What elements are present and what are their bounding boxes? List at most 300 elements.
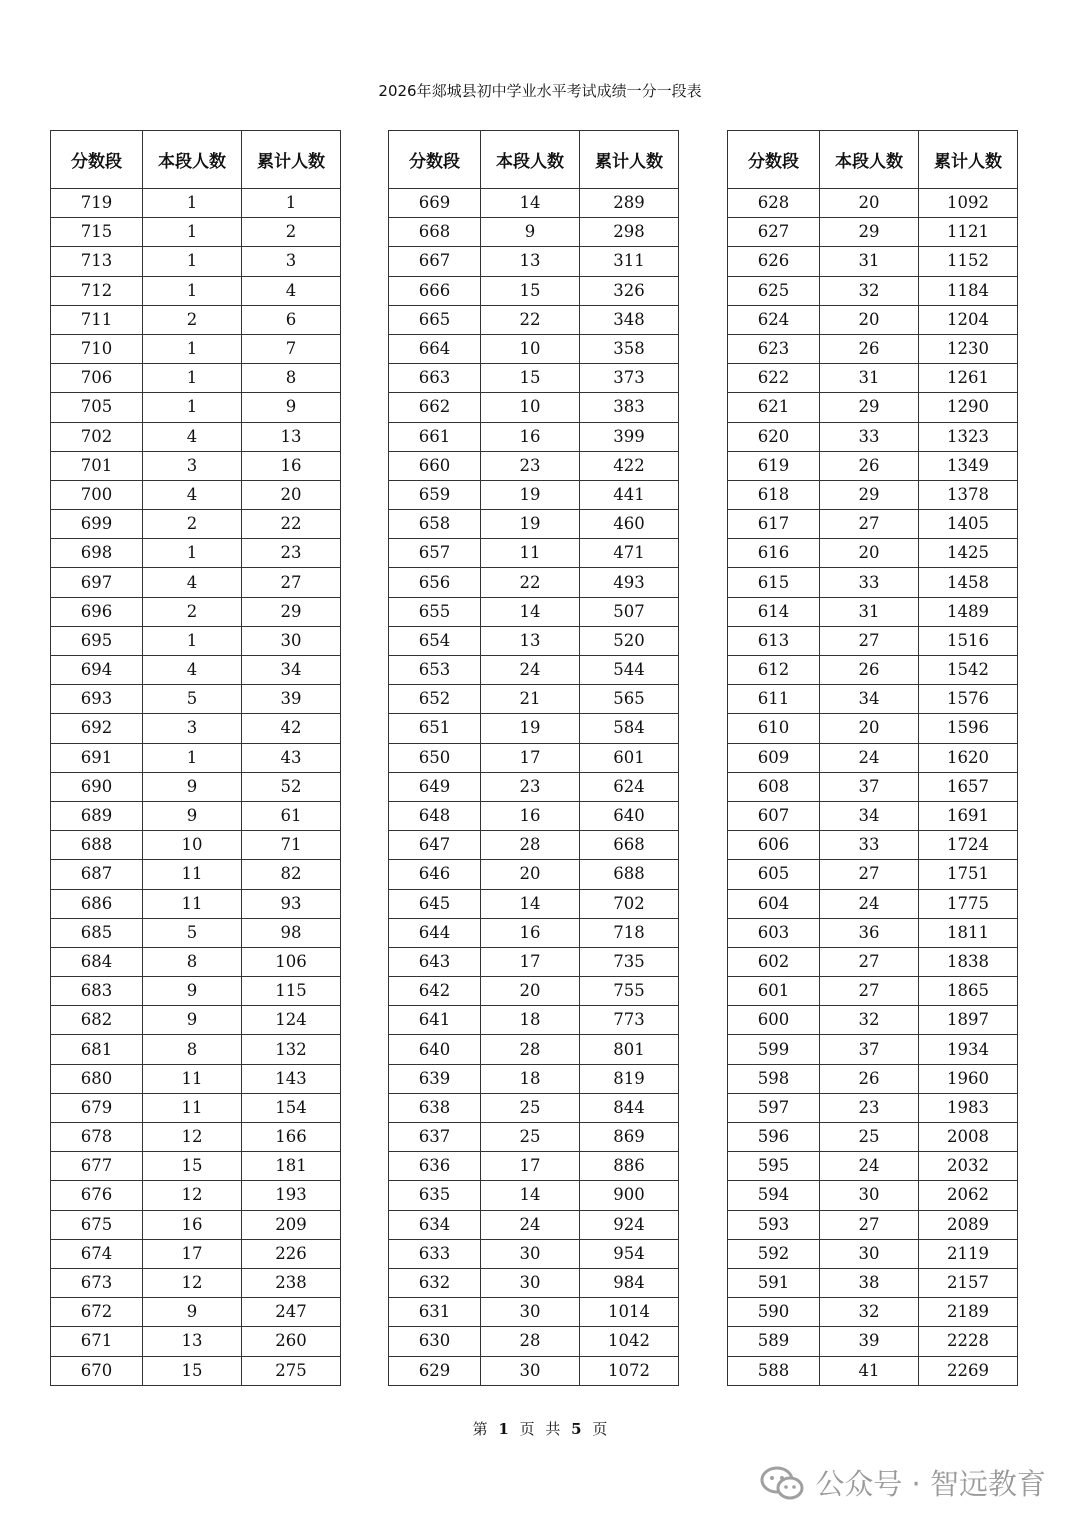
- table-row: [389, 1123, 679, 1152]
- cumulative-count-cell: 2032: [919, 1152, 1018, 1181]
- cumulative-count-cell: 924: [580, 1210, 679, 1239]
- segment-count-cell: 16: [481, 918, 580, 947]
- cumulative-count-cell: 43: [242, 743, 341, 772]
- table-row: [51, 510, 341, 539]
- table-row: [728, 1239, 1018, 1268]
- segment-count-cell: 37: [820, 1035, 919, 1064]
- cumulative-count-cell: 1290: [919, 393, 1018, 422]
- segment-count-cell: 19: [481, 480, 580, 509]
- table-row: [728, 451, 1018, 480]
- segment-count-cell: 9: [143, 1006, 242, 1035]
- segment-count-cell: 20: [820, 714, 919, 743]
- cumulative-count-cell: 1596: [919, 714, 1018, 743]
- segment-count-cell: 39: [820, 1327, 919, 1356]
- footer-suffix: 页: [592, 1420, 608, 1438]
- score-cell: 616: [728, 539, 820, 568]
- score-cell: 671: [51, 1327, 143, 1356]
- score-cell: 710: [51, 334, 143, 363]
- table-row: [51, 772, 341, 801]
- segment-count-cell: 15: [481, 364, 580, 393]
- table-header-row: [51, 131, 341, 189]
- score-cell: 683: [51, 977, 143, 1006]
- header-score: 分数段: [51, 131, 143, 189]
- table-row: [728, 831, 1018, 860]
- score-cell: 618: [728, 480, 820, 509]
- table-row: [728, 189, 1018, 218]
- table-row: [728, 247, 1018, 276]
- cumulative-count-cell: 640: [580, 801, 679, 830]
- table-row: [728, 947, 1018, 976]
- table-row: [51, 597, 341, 626]
- score-cell: 695: [51, 626, 143, 655]
- cumulative-count-cell: 2189: [919, 1298, 1018, 1327]
- cumulative-count-cell: 61: [242, 801, 341, 830]
- table-row: [728, 801, 1018, 830]
- cumulative-count-cell: 773: [580, 1006, 679, 1035]
- cumulative-count-cell: 2089: [919, 1210, 1018, 1239]
- cumulative-count-cell: 735: [580, 947, 679, 976]
- cumulative-count-cell: 1: [242, 189, 341, 218]
- score-cell: 664: [389, 334, 481, 363]
- score-cell: 662: [389, 393, 481, 422]
- cumulative-count-cell: 143: [242, 1064, 341, 1093]
- table-row: [389, 597, 679, 626]
- table-row: [728, 1006, 1018, 1035]
- segment-count-cell: 10: [481, 334, 580, 363]
- table-row: [389, 801, 679, 830]
- score-cell: 612: [728, 656, 820, 685]
- footer-page-number: 1: [498, 1420, 509, 1438]
- segment-count-cell: 1: [143, 364, 242, 393]
- cumulative-count-cell: 869: [580, 1123, 679, 1152]
- cumulative-count-cell: 1121: [919, 218, 1018, 247]
- cumulative-count-cell: 166: [242, 1123, 341, 1152]
- segment-count-cell: 4: [143, 422, 242, 451]
- cumulative-count-cell: 1516: [919, 626, 1018, 655]
- score-cell: 615: [728, 568, 820, 597]
- cumulative-count-cell: 1378: [919, 480, 1018, 509]
- score-cell: 682: [51, 1006, 143, 1035]
- cumulative-count-cell: 1405: [919, 510, 1018, 539]
- score-cell: 661: [389, 422, 481, 451]
- cumulative-count-cell: 275: [242, 1356, 341, 1385]
- segment-count-cell: 23: [481, 772, 580, 801]
- cumulative-count-cell: 1691: [919, 801, 1018, 830]
- table-row: [389, 1239, 679, 1268]
- cumulative-count-cell: 2008: [919, 1123, 1018, 1152]
- score-cell: 633: [389, 1239, 481, 1268]
- score-cell: 594: [728, 1181, 820, 1210]
- table-row: [389, 743, 679, 772]
- segment-count-cell: 1: [143, 393, 242, 422]
- segment-count-cell: 2: [143, 597, 242, 626]
- table-row: [728, 480, 1018, 509]
- segment-count-cell: 20: [820, 189, 919, 218]
- score-cell: 588: [728, 1356, 820, 1385]
- table-row: [389, 1356, 679, 1385]
- segment-count-cell: 20: [481, 977, 580, 1006]
- segment-count-cell: 30: [481, 1356, 580, 1385]
- segment-count-cell: 28: [481, 1327, 580, 1356]
- score-cell: 653: [389, 656, 481, 685]
- cumulative-count-cell: 819: [580, 1064, 679, 1093]
- table-row: [51, 1035, 341, 1064]
- segment-count-cell: 9: [143, 1298, 242, 1327]
- table-row: [728, 1268, 1018, 1297]
- segment-count-cell: 38: [820, 1268, 919, 1297]
- table-row: [51, 1123, 341, 1152]
- cumulative-count-cell: 289: [580, 189, 679, 218]
- segment-count-cell: 20: [820, 305, 919, 334]
- cumulative-count-cell: 2269: [919, 1356, 1018, 1385]
- table-row: [728, 539, 1018, 568]
- cumulative-count-cell: 399: [580, 422, 679, 451]
- segment-count-cell: 28: [481, 831, 580, 860]
- cumulative-count-cell: 348: [580, 305, 679, 334]
- score-cell: 631: [389, 1298, 481, 1327]
- cumulative-count-cell: 1724: [919, 831, 1018, 860]
- cumulative-count-cell: 1184: [919, 276, 1018, 305]
- table-row: [51, 1006, 341, 1035]
- cumulative-count-cell: 460: [580, 510, 679, 539]
- segment-count-cell: 21: [481, 685, 580, 714]
- cumulative-count-cell: 16: [242, 451, 341, 480]
- segment-count-cell: 16: [481, 801, 580, 830]
- cumulative-count-cell: 23: [242, 539, 341, 568]
- cumulative-count-cell: 1042: [580, 1327, 679, 1356]
- segment-count-cell: 1: [143, 189, 242, 218]
- score-cell: 698: [51, 539, 143, 568]
- table-row: [389, 1210, 679, 1239]
- segment-count-cell: 14: [481, 189, 580, 218]
- score-cell: 701: [51, 451, 143, 480]
- table-row: [389, 305, 679, 334]
- segment-count-cell: 22: [481, 568, 580, 597]
- segment-count-cell: 5: [143, 685, 242, 714]
- cumulative-count-cell: 507: [580, 597, 679, 626]
- segment-count-cell: 13: [481, 247, 580, 276]
- table-row: [389, 1152, 679, 1181]
- segment-count-cell: 12: [143, 1181, 242, 1210]
- cumulative-count-cell: 2: [242, 218, 341, 247]
- footer-prefix: 第: [472, 1420, 488, 1438]
- cumulative-count-cell: 1934: [919, 1035, 1018, 1064]
- segment-count-cell: 32: [820, 1006, 919, 1035]
- table-header-row: [728, 131, 1018, 189]
- segment-count-cell: 1: [143, 539, 242, 568]
- table-row: [389, 393, 679, 422]
- segment-count-cell: 34: [820, 801, 919, 830]
- table-row: [51, 860, 341, 889]
- score-cell: 674: [51, 1239, 143, 1268]
- score-cell: 670: [51, 1356, 143, 1385]
- table-row: [51, 1268, 341, 1297]
- table-row: [389, 1006, 679, 1035]
- segment-count-cell: 24: [820, 889, 919, 918]
- score-cell: 613: [728, 626, 820, 655]
- table-row: [389, 714, 679, 743]
- table-row: [51, 889, 341, 918]
- cumulative-count-cell: 124: [242, 1006, 341, 1035]
- cumulative-count-cell: 29: [242, 597, 341, 626]
- score-cell: 711: [51, 305, 143, 334]
- segment-count-cell: 13: [481, 626, 580, 655]
- segment-count-cell: 36: [820, 918, 919, 947]
- score-cell: 624: [728, 305, 820, 334]
- segment-count-cell: 32: [820, 276, 919, 305]
- table-row: [389, 364, 679, 393]
- segment-count-cell: 24: [481, 656, 580, 685]
- table-row: [389, 218, 679, 247]
- score-cell: 697: [51, 568, 143, 597]
- score-cell: 593: [728, 1210, 820, 1239]
- segment-count-cell: 33: [820, 422, 919, 451]
- score-cell: 647: [389, 831, 481, 860]
- cumulative-count-cell: 1960: [919, 1064, 1018, 1093]
- segment-count-cell: 26: [820, 1064, 919, 1093]
- score-cell: 627: [728, 218, 820, 247]
- score-cell: 693: [51, 685, 143, 714]
- cumulative-count-cell: 2157: [919, 1268, 1018, 1297]
- table-row: [728, 1327, 1018, 1356]
- cumulative-count-cell: 2228: [919, 1327, 1018, 1356]
- segment-count-cell: 18: [481, 1006, 580, 1035]
- segment-count-cell: 15: [481, 276, 580, 305]
- cumulative-count-cell: 3: [242, 247, 341, 276]
- segment-count-cell: 9: [143, 772, 242, 801]
- segment-count-cell: 25: [481, 1123, 580, 1152]
- score-cell: 705: [51, 393, 143, 422]
- score-cell: 599: [728, 1035, 820, 1064]
- table-row: [51, 947, 341, 976]
- table-row: [389, 831, 679, 860]
- score-cell: 680: [51, 1064, 143, 1093]
- segment-count-cell: 17: [481, 947, 580, 976]
- score-cell: 621: [728, 393, 820, 422]
- table-row: [728, 422, 1018, 451]
- score-cell: 598: [728, 1064, 820, 1093]
- table-row: [51, 1093, 341, 1122]
- score-cell: 677: [51, 1152, 143, 1181]
- segment-count-cell: 14: [481, 1181, 580, 1210]
- table-row: [51, 685, 341, 714]
- table-row: [51, 1239, 341, 1268]
- table-row: [51, 1152, 341, 1181]
- cumulative-count-cell: 1542: [919, 656, 1018, 685]
- segment-count-cell: 27: [820, 947, 919, 976]
- cumulative-count-cell: 954: [580, 1239, 679, 1268]
- score-cell: 655: [389, 597, 481, 626]
- table-row: [51, 918, 341, 947]
- cumulative-count-cell: 1620: [919, 743, 1018, 772]
- score-cell: 637: [389, 1123, 481, 1152]
- cumulative-count-cell: 1152: [919, 247, 1018, 276]
- table-row: [389, 189, 679, 218]
- table-row: [51, 831, 341, 860]
- segment-count-cell: 30: [481, 1239, 580, 1268]
- segment-count-cell: 11: [143, 889, 242, 918]
- score-cell: 605: [728, 860, 820, 889]
- cumulative-count-cell: 27: [242, 568, 341, 597]
- watermark-text: 公众号 · 智远教育: [815, 1467, 1046, 1501]
- cumulative-count-cell: 584: [580, 714, 679, 743]
- segment-count-cell: 26: [820, 656, 919, 685]
- score-cell: 628: [728, 189, 820, 218]
- score-cell: 591: [728, 1268, 820, 1297]
- cumulative-count-cell: 209: [242, 1210, 341, 1239]
- score-cell: 622: [728, 364, 820, 393]
- table-row: [728, 918, 1018, 947]
- segment-count-cell: 10: [143, 831, 242, 860]
- score-cell: 690: [51, 772, 143, 801]
- table-row: [728, 364, 1018, 393]
- segment-count-cell: 26: [820, 451, 919, 480]
- segment-count-cell: 4: [143, 656, 242, 685]
- segment-count-cell: 31: [820, 364, 919, 393]
- cumulative-count-cell: 193: [242, 1181, 341, 1210]
- cumulative-count-cell: 1204: [919, 305, 1018, 334]
- score-cell: 660: [389, 451, 481, 480]
- segment-count-cell: 16: [481, 422, 580, 451]
- segment-count-cell: 11: [143, 1064, 242, 1093]
- segment-count-cell: 27: [820, 626, 919, 655]
- cumulative-count-cell: 2062: [919, 1181, 1018, 1210]
- score-cell: 643: [389, 947, 481, 976]
- cumulative-count-cell: 520: [580, 626, 679, 655]
- score-cell: 639: [389, 1064, 481, 1093]
- score-cell: 625: [728, 276, 820, 305]
- score-table-3: [727, 130, 1018, 1386]
- watermark: [759, 1462, 1046, 1503]
- score-cell: 626: [728, 247, 820, 276]
- score-cell: 719: [51, 189, 143, 218]
- cumulative-count-cell: 298: [580, 218, 679, 247]
- table-row: [728, 510, 1018, 539]
- segment-count-cell: 29: [820, 480, 919, 509]
- segment-count-cell: 31: [820, 247, 919, 276]
- table-row: [51, 451, 341, 480]
- table-row: [389, 568, 679, 597]
- score-cell: 623: [728, 334, 820, 363]
- segment-count-cell: 17: [481, 1152, 580, 1181]
- score-cell: 601: [728, 977, 820, 1006]
- score-cell: 658: [389, 510, 481, 539]
- score-cell: 668: [389, 218, 481, 247]
- cumulative-count-cell: 1811: [919, 918, 1018, 947]
- segment-count-cell: 30: [820, 1181, 919, 1210]
- score-cell: 656: [389, 568, 481, 597]
- segment-count-cell: 13: [143, 1327, 242, 1356]
- cumulative-count-cell: 1092: [919, 189, 1018, 218]
- table-row: [389, 1327, 679, 1356]
- cumulative-count-cell: 20: [242, 480, 341, 509]
- score-cell: 715: [51, 218, 143, 247]
- table-row: [51, 1356, 341, 1385]
- cumulative-count-cell: 9: [242, 393, 341, 422]
- score-cell: 642: [389, 977, 481, 1006]
- table-row: [728, 977, 1018, 1006]
- score-cell: 654: [389, 626, 481, 655]
- segment-count-cell: 23: [820, 1093, 919, 1122]
- cumulative-count-cell: 1425: [919, 539, 1018, 568]
- score-cell: 617: [728, 510, 820, 539]
- score-cell: 687: [51, 860, 143, 889]
- segment-count-cell: 5: [143, 918, 242, 947]
- table-row: [728, 1298, 1018, 1327]
- cumulative-count-cell: 1897: [919, 1006, 1018, 1035]
- score-cell: 689: [51, 801, 143, 830]
- segment-count-cell: 30: [481, 1298, 580, 1327]
- table-row: [389, 1298, 679, 1327]
- score-cell: 630: [389, 1327, 481, 1356]
- segment-count-cell: 2: [143, 510, 242, 539]
- score-cell: 614: [728, 597, 820, 626]
- segment-count-cell: 29: [820, 393, 919, 422]
- cumulative-count-cell: 34: [242, 656, 341, 685]
- table-row: [389, 656, 679, 685]
- table-row: [728, 656, 1018, 685]
- segment-count-cell: 32: [820, 1298, 919, 1327]
- segment-count-cell: 34: [820, 685, 919, 714]
- cumulative-count-cell: 544: [580, 656, 679, 685]
- table-row: [51, 218, 341, 247]
- table-row: [51, 276, 341, 305]
- cumulative-count-cell: 718: [580, 918, 679, 947]
- segment-count-cell: 28: [481, 1035, 580, 1064]
- score-cell: 640: [389, 1035, 481, 1064]
- score-cell: 590: [728, 1298, 820, 1327]
- table-row: [389, 276, 679, 305]
- cumulative-count-cell: 22: [242, 510, 341, 539]
- score-cell: 686: [51, 889, 143, 918]
- segment-count-cell: 18: [481, 1064, 580, 1093]
- score-cell: 645: [389, 889, 481, 918]
- header-cumulative-count: 累计人数: [580, 131, 679, 189]
- table-row: [728, 1181, 1018, 1210]
- segment-count-cell: 14: [481, 597, 580, 626]
- table-row: [51, 334, 341, 363]
- score-cell: 635: [389, 1181, 481, 1210]
- segment-count-cell: 12: [143, 1123, 242, 1152]
- table-header-row: [389, 131, 679, 189]
- segment-count-cell: 26: [820, 334, 919, 363]
- score-cell: 611: [728, 685, 820, 714]
- score-cell: 712: [51, 276, 143, 305]
- table-row: [728, 685, 1018, 714]
- cumulative-count-cell: 493: [580, 568, 679, 597]
- table-row: [51, 1181, 341, 1210]
- score-cell: 685: [51, 918, 143, 947]
- cumulative-count-cell: 93: [242, 889, 341, 918]
- cumulative-count-cell: 71: [242, 831, 341, 860]
- segment-count-cell: 24: [820, 743, 919, 772]
- table-row: [51, 305, 341, 334]
- cumulative-count-cell: 6: [242, 305, 341, 334]
- score-cell: 632: [389, 1268, 481, 1297]
- score-cell: 681: [51, 1035, 143, 1064]
- segment-count-cell: 17: [481, 743, 580, 772]
- segment-count-cell: 1: [143, 218, 242, 247]
- wechat-icon: [759, 1465, 805, 1501]
- header-cumulative-count: 累计人数: [919, 131, 1018, 189]
- segment-count-cell: 3: [143, 714, 242, 743]
- segment-count-cell: 25: [820, 1123, 919, 1152]
- cumulative-count-cell: 1657: [919, 772, 1018, 801]
- table-row: [389, 889, 679, 918]
- table-row: [728, 743, 1018, 772]
- cumulative-count-cell: 624: [580, 772, 679, 801]
- segment-count-cell: 1: [143, 334, 242, 363]
